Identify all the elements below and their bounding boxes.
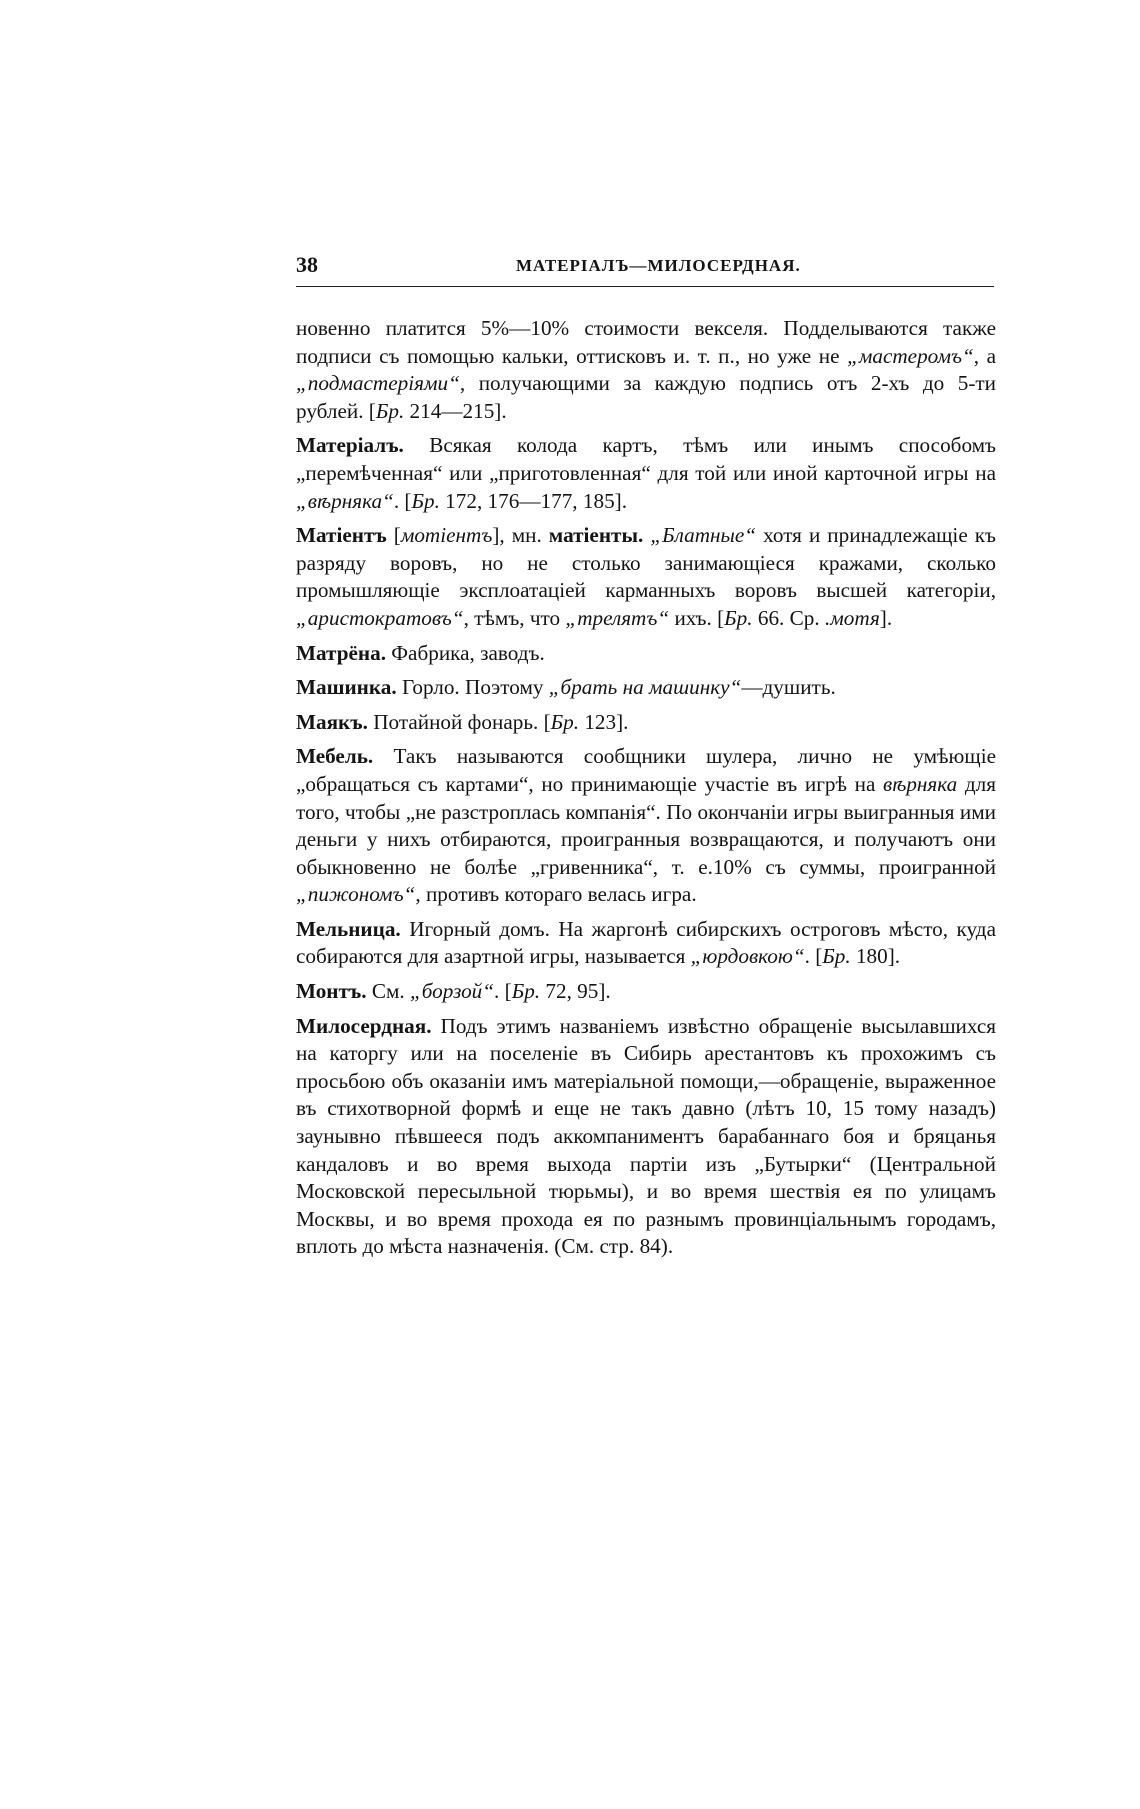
entry-headword: Мельница. bbox=[296, 916, 401, 941]
entry-text: , тѣмъ, что bbox=[463, 605, 566, 630]
entry-text: См. bbox=[366, 979, 411, 1004]
entry-text: Всякая колода картъ, тѣмъ или инымъ способомъ „перемѣченная“ или „приготовленная“ для той или иной карточной игры на bbox=[296, 433, 996, 485]
entry-headword: Матеріалъ. bbox=[296, 433, 404, 458]
source-abbrev: Бр. bbox=[411, 488, 440, 513]
source-abbrev: Бр. bbox=[822, 944, 851, 969]
italic-term: „вѣрняка“ bbox=[296, 488, 394, 513]
entry-text: Подъ этимъ названіемъ извѣстно обращеніе высылавшихся на каторгу или на поселеніе въ Сибирь арестантовъ къ прохожимъ съ просьбою объ оказаніи имъ матеріальной помощи,—обращеніе, выраженное въ стихотворной формѣ и еще не такъ давно (лѣтъ 10, 15 тому назадъ) заунывно пѣвшееся подъ аккомпаниментъ барабаннаго боя и бряцанья кандаловъ и во время выхода партіи изъ „Бутырки“ (Центральной Московской пересыльной тюрьмы), и во время шествія ея по улицамъ Москвы, и во время прохода ея по разнымъ провинціальнымъ городамъ, вплоть до мѣста назначенія. (См. стр. 84). bbox=[296, 1013, 996, 1259]
entry-text: Потайной фонарь. [ bbox=[367, 709, 551, 734]
entry-material bbox=[296, 432, 996, 515]
entry-text: хотя и принадлежащіе къ разряду воровъ, но не столько занимающіеся кражами, сколько промышляющіе эксплоатаціей карманныхъ воровъ высшей категоріи, bbox=[296, 523, 996, 603]
entry-matient bbox=[296, 522, 996, 632]
entry-text: [ bbox=[386, 523, 401, 548]
entry-headword: Матрёна. bbox=[296, 640, 386, 665]
italic-term: „подмастеріями“ bbox=[296, 371, 460, 396]
entry-text: 214—215]. bbox=[404, 398, 507, 423]
entry-text: , а bbox=[973, 343, 997, 368]
italic-term: „аристократовъ“ bbox=[296, 605, 464, 630]
entry-text: . [ bbox=[393, 488, 412, 513]
entry-mayak bbox=[296, 709, 996, 737]
page-number: 38 bbox=[296, 252, 318, 277]
entry-headword: Милосердная. bbox=[296, 1013, 432, 1038]
entry-text: , получающими за каждую подпись отъ 2-хъ до 5-ти рублей. [ bbox=[296, 371, 996, 423]
entry-text: Фабрика, заводъ. bbox=[386, 640, 545, 665]
entry-text: 123]. bbox=[579, 709, 629, 734]
entry-text: ихъ. [ bbox=[669, 605, 725, 630]
entry-headword: Монтъ. bbox=[296, 979, 367, 1004]
entry-headword: Маякъ. bbox=[296, 709, 368, 734]
italic-term: „Блатные“ bbox=[650, 523, 757, 548]
entry-headword: Машинка. bbox=[296, 675, 397, 700]
source-abbrev: Бр. bbox=[511, 979, 541, 1004]
entry-headword: Мебель. bbox=[296, 744, 374, 769]
italic-term: „трелятъ“ bbox=[565, 605, 670, 630]
entry-text: —душить. bbox=[741, 675, 836, 700]
entry-text: Горло. Поэтому bbox=[396, 675, 549, 700]
entry-mebel bbox=[296, 743, 996, 909]
source-abbrev: Бр. bbox=[724, 605, 753, 630]
entry-text: 66. Ср. bbox=[752, 605, 825, 630]
source-abbrev: Бр. bbox=[375, 398, 405, 423]
running-head: МАТЕРІАЛЪ—МИЛОСЕРДНАЯ. bbox=[516, 256, 801, 275]
entry-miloserdnaya bbox=[296, 1013, 996, 1261]
entry-melnitsa bbox=[296, 916, 996, 971]
source-abbrev: Бр. bbox=[550, 709, 580, 734]
italic-term: „мастеромъ“ bbox=[847, 343, 974, 368]
italic-term: .мотя bbox=[824, 605, 880, 630]
entry-text: 172, 176—177, 185]. bbox=[439, 488, 628, 513]
entry-headword: Матіентъ bbox=[296, 523, 387, 548]
entry-text: ]. bbox=[879, 605, 893, 630]
entry-text: , противъ котораго велась игра. bbox=[415, 882, 697, 907]
entry-text: ], мн. bbox=[492, 523, 549, 548]
italic-term: мотіентъ bbox=[400, 523, 493, 548]
entry-mont bbox=[296, 978, 996, 1006]
italic-term: „юрдовкою“ bbox=[690, 944, 805, 969]
entry-text: . [ bbox=[804, 944, 823, 969]
plural-headword: матіенты. bbox=[548, 523, 644, 548]
italic-term: „борзой“ bbox=[410, 979, 495, 1004]
entry-matryona bbox=[296, 640, 996, 668]
header-rule bbox=[296, 286, 994, 287]
entry-text: новенно платится 5%—10% стоимости векселя. Подделываются также подписи съ помощью кальки, оттисковъ и. т. п., но уже не bbox=[296, 316, 996, 368]
entry-mashinka bbox=[296, 674, 996, 702]
italic-term: „брать на машинку“ bbox=[548, 675, 742, 700]
entry-text: . [ bbox=[494, 979, 512, 1004]
entry-text: Игорный домъ. На жаргонѣ сибирскихъ остроговъ мѣсто, куда собираются для азартной игры, называется bbox=[296, 916, 996, 969]
entry-text: 72, 95]. bbox=[540, 979, 611, 1004]
entry-text: Такъ называются сообщники шулера, лично не умѣющіе „обращаться съ картами“, но принимающіе участіе въ игрѣ на bbox=[296, 744, 996, 796]
continued-entry bbox=[296, 315, 996, 425]
page-header bbox=[296, 246, 996, 286]
italic-term: вѣрняка bbox=[883, 771, 958, 796]
italic-term: „пижономъ“ bbox=[296, 882, 416, 907]
entry-text: 180]. bbox=[850, 944, 901, 969]
entry-text: для того, чтобы „не разстроплась компанія“. По окончаніи игры выигранныя ими деньги у нихъ отбираются, проигранныя возвращаются, и получаютъ они обыкновенно не болѣе „гривенника“, т. е.10% съ суммы, проигранной bbox=[296, 771, 996, 879]
dictionary-text bbox=[296, 315, 996, 1268]
